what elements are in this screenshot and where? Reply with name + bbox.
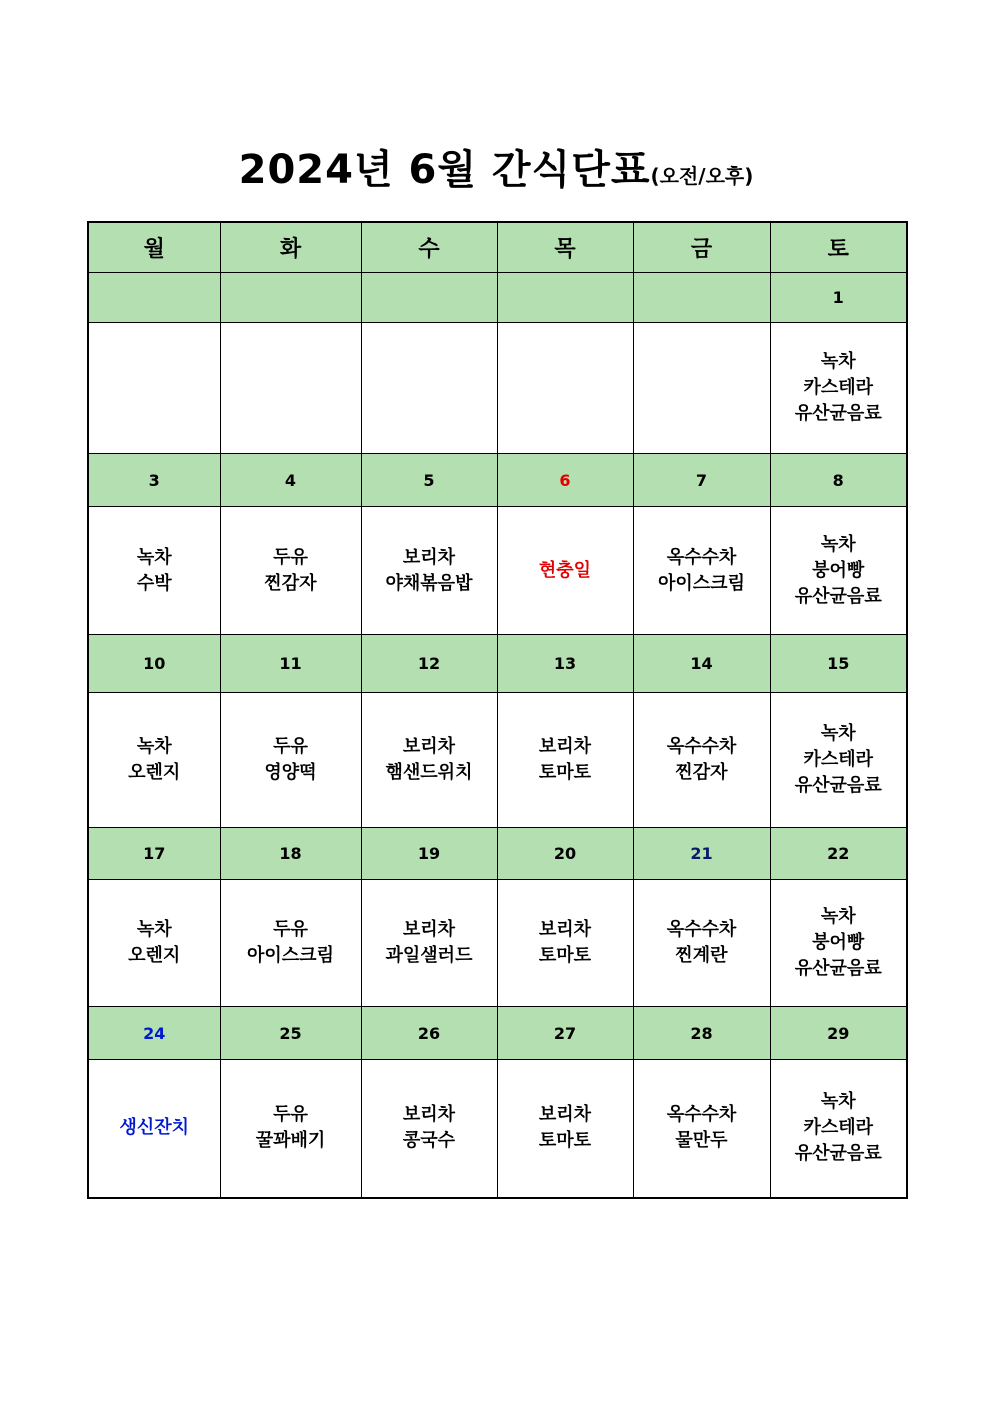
menu-item: 영양떡 <box>264 762 317 783</box>
menu-item: 보리차 <box>402 919 456 940</box>
menu-item: 찐감자 <box>264 572 317 594</box>
date-cell <box>633 273 770 323</box>
menu-item: 보리차 <box>538 1104 592 1126</box>
weekday-header-row <box>88 222 907 273</box>
date-row <box>88 1007 907 1060</box>
menu-item: 현충일 <box>538 559 592 581</box>
menu-cell <box>220 1060 361 1198</box>
menu-item: 유산균음료 <box>794 1143 882 1165</box>
date-cell: 12 <box>361 635 497 693</box>
menu-item: 오렌지 <box>128 945 181 966</box>
date-cell: 10 <box>88 635 220 693</box>
date-cell: 27 <box>497 1007 633 1060</box>
menu-item: 토마토 <box>538 762 592 783</box>
menu-cell <box>361 507 497 635</box>
menu-row <box>88 1060 907 1198</box>
menu-item: 옥수수차 <box>666 919 737 940</box>
menu-item: 녹차 <box>136 546 172 568</box>
title-subtitle: (오전/오후) <box>650 164 754 188</box>
menu-item: 야채볶음밥 <box>385 572 473 594</box>
date-cell: 6 <box>497 454 633 507</box>
menu-item: 보리차 <box>402 736 456 757</box>
menu-item: 녹차 <box>820 906 856 927</box>
menu-item: 토마토 <box>538 1130 592 1152</box>
menu-item: 콩국수 <box>402 1130 456 1152</box>
menu-cell <box>770 693 907 828</box>
menu-cell <box>770 507 907 635</box>
menu-item: 두유 <box>273 546 308 568</box>
menu-cell <box>633 880 770 1007</box>
menu-item: 두유 <box>273 736 308 757</box>
menu-cell <box>220 323 361 454</box>
menu-cell <box>88 1060 220 1198</box>
weekday-header: 금 <box>633 222 770 273</box>
menu-item: 녹차 <box>820 723 856 744</box>
date-row <box>88 635 907 693</box>
menu-cell <box>88 880 220 1007</box>
date-cell <box>88 273 220 323</box>
menu-cell <box>633 507 770 635</box>
weekday-header: 목 <box>497 222 633 273</box>
menu-cell <box>633 693 770 828</box>
date-cell: 21 <box>633 828 770 880</box>
date-cell: 29 <box>770 1007 907 1060</box>
date-cell: 8 <box>770 454 907 507</box>
weekday-header: 토 <box>770 222 907 273</box>
menu-item: 녹차 <box>820 533 856 555</box>
menu-cell <box>497 323 633 454</box>
date-row <box>88 828 907 880</box>
date-cell: 17 <box>88 828 220 880</box>
snack-menu-table <box>87 221 908 1199</box>
menu-cell <box>361 1060 497 1198</box>
menu-cell <box>88 507 220 635</box>
menu-item: 아이스크림 <box>658 572 745 594</box>
menu-item: 녹차 <box>136 736 172 757</box>
menu-item: 카스테라 <box>803 377 874 398</box>
menu-cell <box>770 1060 907 1198</box>
menu-item: 옥수수차 <box>666 546 737 568</box>
menu-cell <box>770 323 907 454</box>
date-cell: 4 <box>220 454 361 507</box>
date-cell <box>220 273 361 323</box>
menu-item: 물만두 <box>675 1130 728 1152</box>
menu-cell <box>633 1060 770 1198</box>
menu-cell <box>361 693 497 828</box>
menu-row <box>88 507 907 635</box>
menu-item: 생신잔치 <box>119 1117 190 1139</box>
menu-row <box>88 880 907 1007</box>
menu-item: 과일샐러드 <box>385 945 473 966</box>
date-cell: 24 <box>88 1007 220 1060</box>
date-cell <box>361 273 497 323</box>
menu-item: 꿀꽈배기 <box>255 1130 326 1152</box>
menu-item: 유산균음료 <box>794 403 882 424</box>
menu-item: 카스테라 <box>803 749 874 770</box>
date-cell: 3 <box>88 454 220 507</box>
menu-item: 녹차 <box>820 1091 856 1113</box>
menu-item: 보리차 <box>538 919 592 940</box>
date-cell: 13 <box>497 635 633 693</box>
menu-item: 유산균음료 <box>794 775 882 796</box>
date-cell: 11 <box>220 635 361 693</box>
menu-cell <box>497 880 633 1007</box>
menu-item: 보리차 <box>402 1104 456 1126</box>
menu-item: 토마토 <box>538 945 592 966</box>
date-cell: 1 <box>770 273 907 323</box>
menu-cell <box>220 880 361 1007</box>
date-cell: 14 <box>633 635 770 693</box>
page-title <box>0 138 992 195</box>
date-cell: 25 <box>220 1007 361 1060</box>
menu-row <box>88 323 907 454</box>
menu-item: 보리차 <box>402 546 456 568</box>
menu-cell <box>220 693 361 828</box>
menu-cell <box>220 507 361 635</box>
menu-row <box>88 693 907 828</box>
menu-cell <box>770 880 907 1007</box>
menu-cell <box>88 323 220 454</box>
date-cell: 19 <box>361 828 497 880</box>
date-cell: 15 <box>770 635 907 693</box>
menu-item: 보리차 <box>538 736 592 757</box>
menu-item: 카스테라 <box>803 1117 874 1139</box>
weekday-header: 수 <box>361 222 497 273</box>
menu-item: 오렌지 <box>128 762 181 783</box>
weekday-header: 월 <box>88 222 220 273</box>
date-cell <box>497 273 633 323</box>
date-cell: 26 <box>361 1007 497 1060</box>
date-cell: 20 <box>497 828 633 880</box>
menu-item: 붕어빵 <box>812 559 865 581</box>
menu-item: 녹차 <box>136 919 172 940</box>
menu-cell <box>633 323 770 454</box>
menu-item: 두유 <box>273 919 308 940</box>
menu-item: 유산균음료 <box>794 585 882 607</box>
menu-item: 햄샌드위치 <box>385 762 473 783</box>
date-cell: 28 <box>633 1007 770 1060</box>
menu-cell <box>361 880 497 1007</box>
date-cell: 5 <box>361 454 497 507</box>
menu-item: 찐계란 <box>675 945 728 966</box>
menu-item: 찐감자 <box>675 762 728 783</box>
menu-item: 두유 <box>273 1104 308 1126</box>
menu-item: 아이스크림 <box>247 945 334 966</box>
menu-item: 녹차 <box>820 351 856 372</box>
menu-cell <box>497 507 633 635</box>
weekday-header: 화 <box>220 222 361 273</box>
menu-cell <box>361 323 497 454</box>
date-row <box>88 273 907 323</box>
menu-cell <box>497 1060 633 1198</box>
menu-item: 옥수수차 <box>666 1104 737 1126</box>
date-row <box>88 454 907 507</box>
menu-cell <box>497 693 633 828</box>
menu-item: 붕어빵 <box>812 932 865 953</box>
date-cell: 22 <box>770 828 907 880</box>
menu-item: 유산균음료 <box>794 958 882 979</box>
date-cell: 18 <box>220 828 361 880</box>
menu-item: 옥수수차 <box>666 736 737 757</box>
menu-cell <box>88 693 220 828</box>
menu-item: 수박 <box>136 572 172 594</box>
title-main: 2024년 6월 간식단표 <box>238 147 651 193</box>
date-cell: 7 <box>633 454 770 507</box>
